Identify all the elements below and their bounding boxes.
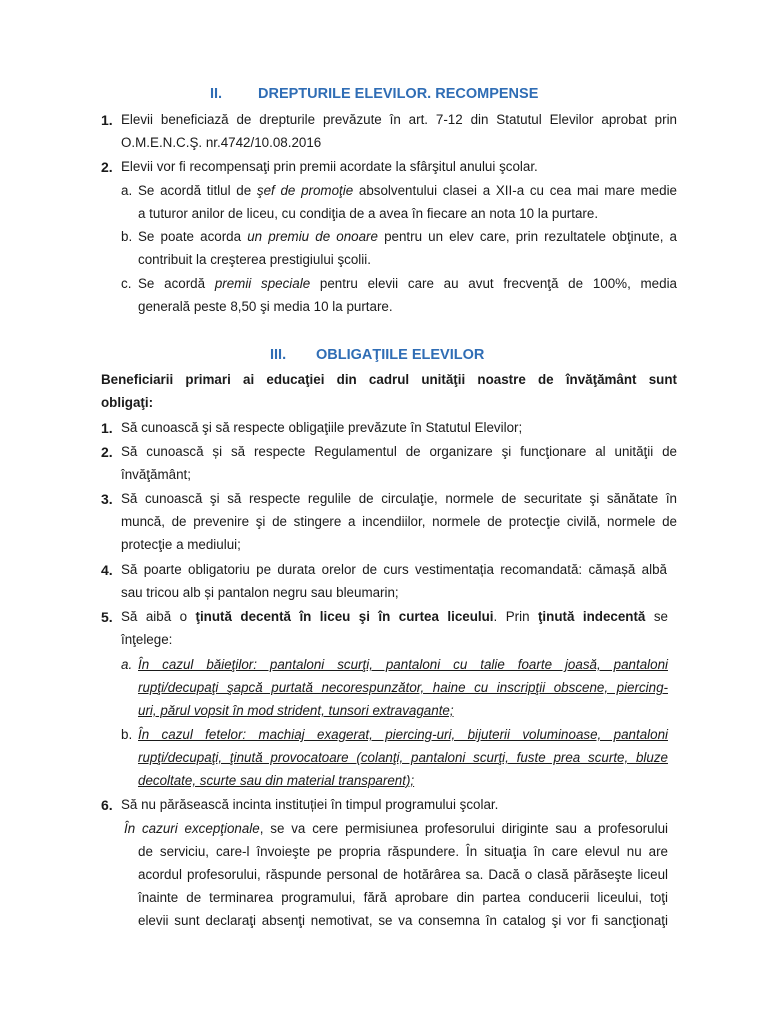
paragraph-line: elevii sunt declaraţi absenţi nemotivat, se va consemna în catalog şi vor fi sancţionaţi (138, 913, 668, 928)
paragraph-line: rupţi/decupaţi şapcă purtată necorespunzător, haine cu inscripţii obscene, piercing- (138, 680, 668, 695)
item-number: 1. (101, 112, 113, 128)
paragraph-line: acordul profesorului, răspunde personal de hotărârea sa. Dacă o clasă părăseşte liceul (138, 867, 668, 882)
text-run: pentru elevii care au avut frecvenţă de 100%, media (310, 276, 678, 291)
text-run: Se acordă (138, 276, 215, 291)
paragraph-line (121, 609, 668, 625)
paragraph-line (138, 229, 677, 245)
paragraph-line (121, 821, 668, 837)
text-run: Se acordă titlul de (138, 183, 257, 198)
item-number: 4. (101, 562, 113, 578)
paragraph-line: de serviciu, care-l învoieşte pe propria răspundere. În situaţia în care elevul nu are (138, 844, 668, 859)
paragraph-line: muncă, de prevenire şi de stingere a incendiilor, normele de protecţie civilă, normele de (121, 514, 677, 529)
paragraph-line: Să cunoască şi să respecte regulile de circulaţie, normele de securitate şi sănătate în (121, 491, 677, 506)
section-2-title: DREPTURILE ELEVILOR. RECOMPENSE (258, 86, 539, 102)
paragraph-line: rupţi/decupaţi, ţinută provocatoare (colanţi, pantaloni scurţi, fuste prea scurte, bluze (138, 750, 668, 765)
italic-term: premii speciale (214, 276, 311, 291)
text-run: , se va cere permisiunea profesorului diriginte sau a profesorului (259, 821, 668, 836)
paragraph-line: înainte de terminarea programului, fără aprobare din partea conducerii liceului, toţi (138, 890, 668, 905)
paragraph-line: sau tricou alb și pantalon negru sau bleumarin; (121, 585, 399, 600)
item-number: 2. (101, 159, 113, 175)
text-run: pentru un elev care, prin rezultatele obţinute, a (377, 229, 678, 244)
subitem-letter: a. (121, 183, 133, 198)
bold-term: ţinută decentă în liceu şi în curtea liceului (195, 609, 494, 624)
text-run: absolventului clasei a XII-a cu cea mai mare medie (353, 183, 677, 198)
intro-line: Beneficiarii primari ai educaţiei din cadrul unităţii noastre de învăţământ sunt (101, 372, 677, 387)
italic-term: un premiu de onoare (247, 229, 378, 244)
item-number: 3. (101, 491, 113, 507)
paragraph-line: Să poarte obligatoriu pe durata orelor de curs vestimentația recomandată: cămașă albă (121, 562, 667, 577)
subitem-letter: b. (121, 229, 133, 244)
paragraph-line: În cazul băieţilor: pantaloni scurţi, pantaloni cu talie foarte joasă, pantaloni (138, 657, 668, 672)
paragraph-line: Să cunoască şi să respecte obligaţiile prevăzute în Statutul Elevilor; (121, 420, 523, 435)
item-number: 5. (101, 609, 113, 625)
paragraph-line: a tuturor anilor de liceu, cu condiţia de a avea în fiecare an nota 10 la purtare. (138, 206, 599, 221)
paragraph-line: Să cunoască și să respecte Regulamentul de organizare şi funcţionare al unităţii de (121, 444, 677, 459)
item-number: 2. (101, 444, 113, 460)
paragraph-line: Să nu părăsească incinta instituției în timpul programului şcolar. (121, 797, 499, 812)
paragraph-line: protecţie a mediului; (121, 537, 241, 552)
paragraph-line: Elevii vor fi recompensaţi prin premii acordate la sfârşitul anului şcolar. (121, 159, 538, 174)
text-run: . Prin (493, 609, 538, 624)
paragraph-line: uri, părul vopsit în mod strident, tunsori extravagante; (138, 703, 454, 718)
paragraph-line (138, 276, 677, 292)
paragraph-line: înţelege: (121, 632, 173, 647)
paragraph-line: învăţământ; (121, 467, 191, 482)
text-run: Să aibă o (121, 609, 196, 624)
item-number: 1. (101, 420, 113, 436)
item-number: 6. (101, 797, 113, 813)
section-2-number: II. (210, 86, 223, 102)
subitem-letter: c. (121, 276, 132, 291)
subitem-letter: b. (121, 727, 133, 742)
section-3-title: OBLIGAŢIILE ELEVILOR (316, 347, 485, 363)
subitem-letter: a. (121, 657, 133, 672)
text-run: Se poate acorda (138, 229, 248, 244)
paragraph-line: decoltate, scurte sau din material transparent); (138, 773, 415, 788)
paragraph-line: În cazul fetelor: machiaj exagerat, piercing-uri, bijuterii voluminoase, pantaloni (138, 727, 668, 742)
italic-term: În cazuri excepţionale (124, 821, 260, 836)
paragraph-line: generală peste 8,50 şi media 10 la purtare. (138, 299, 393, 314)
text-run: se (645, 609, 668, 624)
intro-line: obligaţi: (101, 395, 154, 410)
paragraph-line: Elevii beneficiază de drepturile prevăzute în art. 7-12 din Statutul Elevilor aprobat prin (121, 112, 677, 127)
paragraph-line (138, 183, 677, 199)
bold-term: ţinută indecentă (537, 609, 646, 624)
italic-term: şef de promoţie (256, 183, 354, 198)
paragraph-line: O.M.E.N.C.Ş. nr.4742/10.08.2016 (121, 135, 322, 150)
section-3-number: III. (270, 347, 287, 363)
paragraph-line: contribuit la creşterea prestigiului şcolii. (138, 252, 371, 267)
